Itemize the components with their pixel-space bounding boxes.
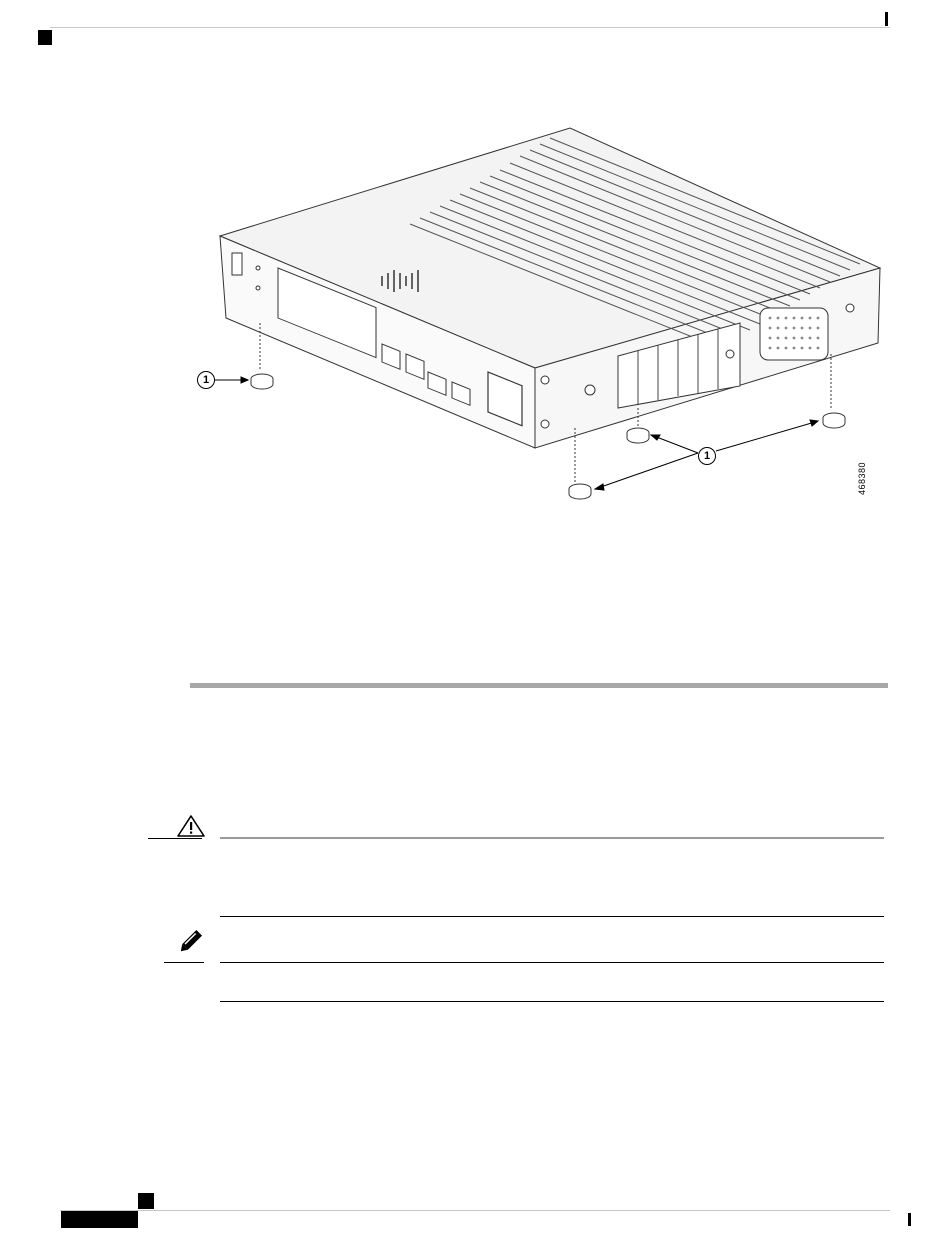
header-rule bbox=[50, 27, 890, 28]
callout-number-right: 1 bbox=[704, 450, 711, 462]
note-top-rule bbox=[220, 916, 884, 917]
note-middle-rule bbox=[220, 962, 884, 963]
note-bottom-rule bbox=[220, 1001, 884, 1002]
switch-rubber-feet-figure bbox=[170, 118, 900, 518]
side-vent bbox=[760, 308, 828, 360]
callout-number-left: 1 bbox=[203, 374, 210, 386]
note-icon-rule bbox=[164, 962, 204, 963]
footer-rule bbox=[60, 1210, 890, 1211]
header-tick bbox=[885, 12, 888, 26]
header-marker bbox=[38, 30, 52, 45]
caution-top-rule bbox=[220, 837, 884, 839]
footer-tick bbox=[908, 1213, 911, 1226]
footer-marker bbox=[138, 1193, 154, 1209]
caution-icon bbox=[176, 814, 206, 838]
footer-block bbox=[61, 1211, 138, 1228]
note-pencil-icon bbox=[176, 928, 204, 956]
figure-id: 468380 bbox=[857, 461, 867, 495]
cisco-logo-icon bbox=[382, 270, 418, 292]
caution-icon-rule bbox=[148, 838, 202, 839]
section-separator bbox=[190, 683, 888, 688]
